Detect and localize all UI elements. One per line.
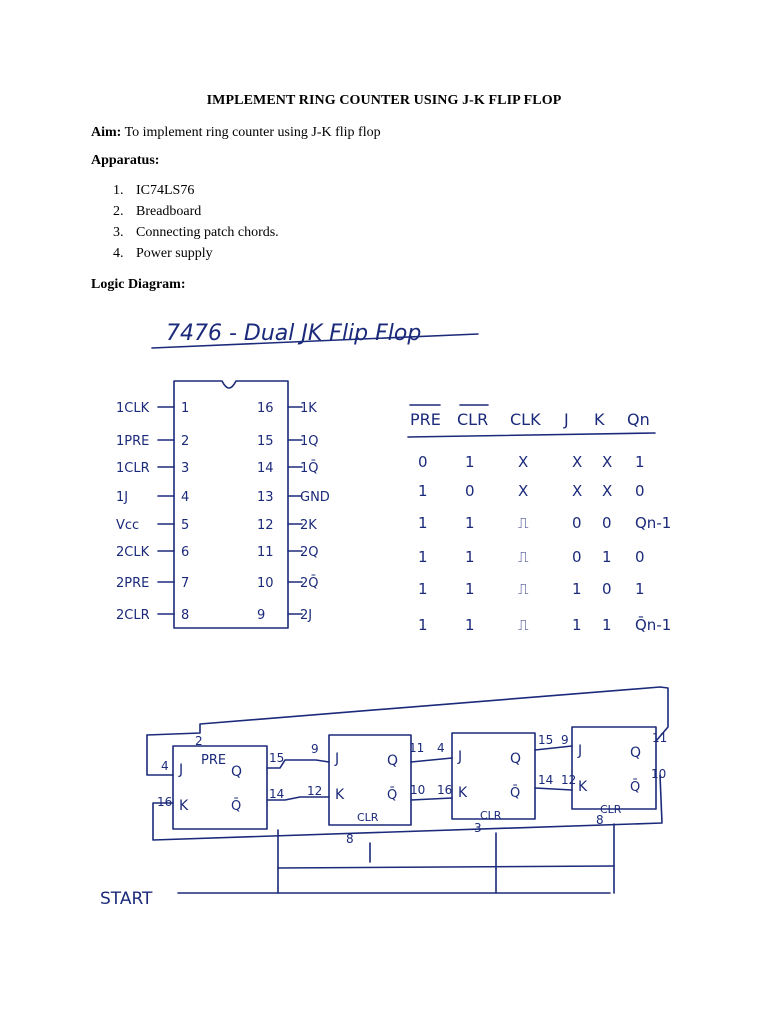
truth-table-cell: 1: [465, 453, 475, 471]
ff-k-label: K: [179, 798, 189, 814]
ic-left-pin-number: 4: [181, 490, 190, 505]
list-number: 2.: [113, 204, 124, 219]
qbar3-to-k4: [535, 788, 572, 790]
truth-table-cell: 1: [465, 616, 475, 634]
truth-table-header: CLK: [510, 410, 541, 429]
start-taps: [278, 869, 614, 893]
pin-number: 12: [561, 773, 577, 787]
truth-table-cell: 0: [418, 453, 428, 471]
list-number: 4.: [113, 246, 124, 261]
truth-table-cell: 1: [602, 548, 612, 566]
ic-left-pin-label: 2PRE: [116, 576, 150, 591]
start-label: START: [100, 889, 153, 909]
ic-left-pin-label: Vcc: [116, 518, 140, 533]
ff-k-label: K: [578, 779, 588, 795]
pin-number: 10: [651, 767, 667, 781]
truth-table-cell: 1: [418, 548, 428, 566]
truth-table-cell: 0: [635, 482, 645, 500]
truth-table-cell: X: [572, 482, 583, 500]
truth-table-cell: 1: [602, 616, 612, 634]
ff-pre-label: PRE: [201, 753, 227, 768]
logic-diagram-heading: Logic Diagram:: [91, 277, 186, 292]
list-text: Connecting patch chords.: [136, 225, 279, 240]
ic-right-pin-number: 13: [257, 490, 274, 505]
ff-j-label: J: [578, 743, 583, 759]
list-text: Power supply: [136, 246, 213, 261]
pin-number: 15: [269, 751, 285, 765]
list-text: Breadboard: [136, 204, 202, 219]
ic-right-pin-label: 1Q̄: [300, 461, 319, 476]
truth-table-cell: 1: [418, 580, 428, 598]
ic-left-pin-label: 2CLK: [116, 545, 150, 560]
ic-pins: [116, 401, 330, 623]
pin-number: 8: [346, 832, 354, 846]
ff-q-label: Q: [231, 764, 243, 780]
truth-table-cell: X: [602, 482, 613, 500]
ff-k-label: K: [335, 787, 345, 803]
ic-left-pin-label: 1CLK: [116, 401, 150, 416]
ic-right-pin-number: 9: [257, 608, 266, 623]
ic-right-pin-label: 2K: [300, 518, 317, 533]
truth-table-cell: 1: [635, 453, 645, 471]
ic-right-pin-number: 16: [257, 401, 274, 416]
truth-table-cell: ⎍: [518, 580, 529, 598]
pin-number: 9: [561, 733, 569, 747]
pin-number: 4: [161, 759, 169, 773]
pin-number: 9: [311, 742, 319, 756]
truth-table-cell: 1: [572, 616, 582, 634]
q2-to-j3: [411, 758, 452, 762]
truth-table-cell: ⎍: [518, 616, 529, 634]
pin-number: 14: [538, 773, 554, 787]
pin-number: 2: [195, 734, 203, 748]
truth-table-cell: 1: [572, 580, 582, 598]
pin-number: 15: [538, 733, 554, 747]
ic-left-pin-number: 2: [181, 434, 190, 449]
truth-table-header: K: [594, 410, 605, 429]
truth-table-cell: 0: [602, 514, 612, 532]
ic-left-pin-label: 1J: [116, 490, 129, 505]
truth-table-cell: 0: [635, 548, 645, 566]
truth-table-cell: X: [518, 453, 529, 471]
truth-table-cell: Q̄n-1: [635, 616, 672, 634]
pin-number: 14: [269, 787, 285, 801]
pin-number: 11: [409, 741, 425, 755]
j1-wire: [147, 735, 173, 775]
pin-number: 16: [437, 783, 453, 797]
aim-label: Aim:: [91, 125, 122, 140]
flip-flop-4: [572, 727, 656, 809]
ic-left-pin-number: 6: [181, 545, 190, 560]
ic-left-pin-number: 3: [181, 461, 190, 476]
truth-table-cell: Qn-1: [635, 514, 672, 532]
ic-left-pin-number: 8: [181, 608, 190, 623]
ff-clr-label: CLR: [480, 809, 502, 822]
ring-counter-circuit: [147, 687, 668, 893]
truth-table-cell: 0: [572, 548, 582, 566]
ic-right-pin-label: 1Q: [300, 434, 319, 449]
ff-q-label: Q: [630, 745, 642, 761]
ic-right-pin-label: GND: [300, 490, 330, 505]
truth-table-cell: 0: [465, 482, 475, 500]
ic-right-pin-number: 10: [257, 576, 274, 591]
truth-table-cell: 0: [602, 580, 612, 598]
ff-j-label: J: [179, 762, 184, 778]
truth-table-rule: [408, 433, 655, 437]
truth-table-cell: ⎍: [518, 514, 529, 532]
truth-table-cell: 1: [418, 514, 428, 532]
ic-left-pin-label: 1PRE: [116, 434, 150, 449]
clear-bus: [278, 866, 614, 868]
truth-table-cell: 1: [418, 616, 428, 634]
truth-table-header: J: [564, 410, 569, 429]
ff-qbar-label: Q̄: [630, 780, 641, 795]
truth-table: [410, 405, 671, 634]
ic-left-pin-number: 5: [181, 518, 190, 533]
truth-table-header: CLR: [457, 410, 489, 429]
ic-left-pin-label: 1CLR: [116, 461, 150, 476]
truth-table-cell: 1: [465, 580, 475, 598]
truth-table-cell: 1: [465, 548, 475, 566]
truth-table-header: PRE: [410, 410, 441, 429]
apparatus-heading: Apparatus:: [91, 153, 160, 168]
ic-right-pin-number: 15: [257, 434, 274, 449]
list-number: 3.: [113, 225, 124, 240]
ic-right-pin-number: 12: [257, 518, 274, 533]
pin-number: 16: [157, 795, 173, 809]
truth-table-cell: X: [602, 453, 613, 471]
ff-qbar-label: Q̄: [510, 786, 521, 801]
truth-table-cell: 1: [465, 514, 475, 532]
ic-left-pin-number: 7: [181, 576, 190, 591]
page-title: IMPLEMENT RING COUNTER USING J-K FLIP FLOP: [206, 93, 562, 108]
pin-number: 3: [474, 821, 482, 835]
truth-table-cell: 1: [635, 580, 645, 598]
pin-number: 11: [652, 731, 668, 745]
ic-right-pin-label: 2Q: [300, 545, 319, 560]
list-number: 1.: [113, 183, 124, 198]
list-text: IC74LS76: [136, 183, 195, 198]
ic-right-pin-label: 1K: [300, 401, 317, 416]
flip-flop-3: [452, 733, 535, 819]
aim-text: To implement ring counter using J-K flip flop: [124, 125, 381, 140]
ff-clr-label: CLR: [357, 811, 379, 824]
ff-qbar-label: Q̄: [387, 788, 398, 803]
ic-left-pin-label: 2CLR: [116, 608, 150, 623]
ff-q-label: Q: [387, 753, 399, 769]
ff-q-label: Q: [510, 751, 522, 767]
ff-clr-label: CLR: [600, 803, 622, 816]
truth-table-cell: 1: [418, 482, 428, 500]
pin-number: 12: [307, 784, 323, 798]
truth-table-cell: ⎍: [518, 548, 529, 566]
truth-table-cell: 0: [572, 514, 582, 532]
qbar2-to-k3: [411, 798, 452, 800]
diagram-heading: 7476 - Dual JK Flip Flop: [166, 321, 422, 346]
pin-number: 8: [596, 813, 604, 827]
ic-left-pin-number: 1: [181, 401, 190, 416]
ff-j-label: J: [458, 749, 463, 765]
ic-right-pin-label: 2Q̄: [300, 576, 319, 591]
ff-qbar-label: Q̄: [231, 799, 242, 814]
truth-table-cell: X: [572, 453, 583, 471]
ic-right-pin-label: 2J: [300, 608, 313, 623]
ic-right-pin-number: 14: [257, 461, 274, 476]
pin-number: 4: [437, 741, 445, 755]
ff-k-label: K: [458, 785, 468, 801]
ff-j-label: J: [335, 751, 340, 767]
ic-right-pin-number: 11: [257, 545, 274, 560]
truth-table-header: Qn: [627, 410, 650, 429]
pin-number: 10: [410, 783, 426, 797]
truth-table-cell: X: [518, 482, 529, 500]
